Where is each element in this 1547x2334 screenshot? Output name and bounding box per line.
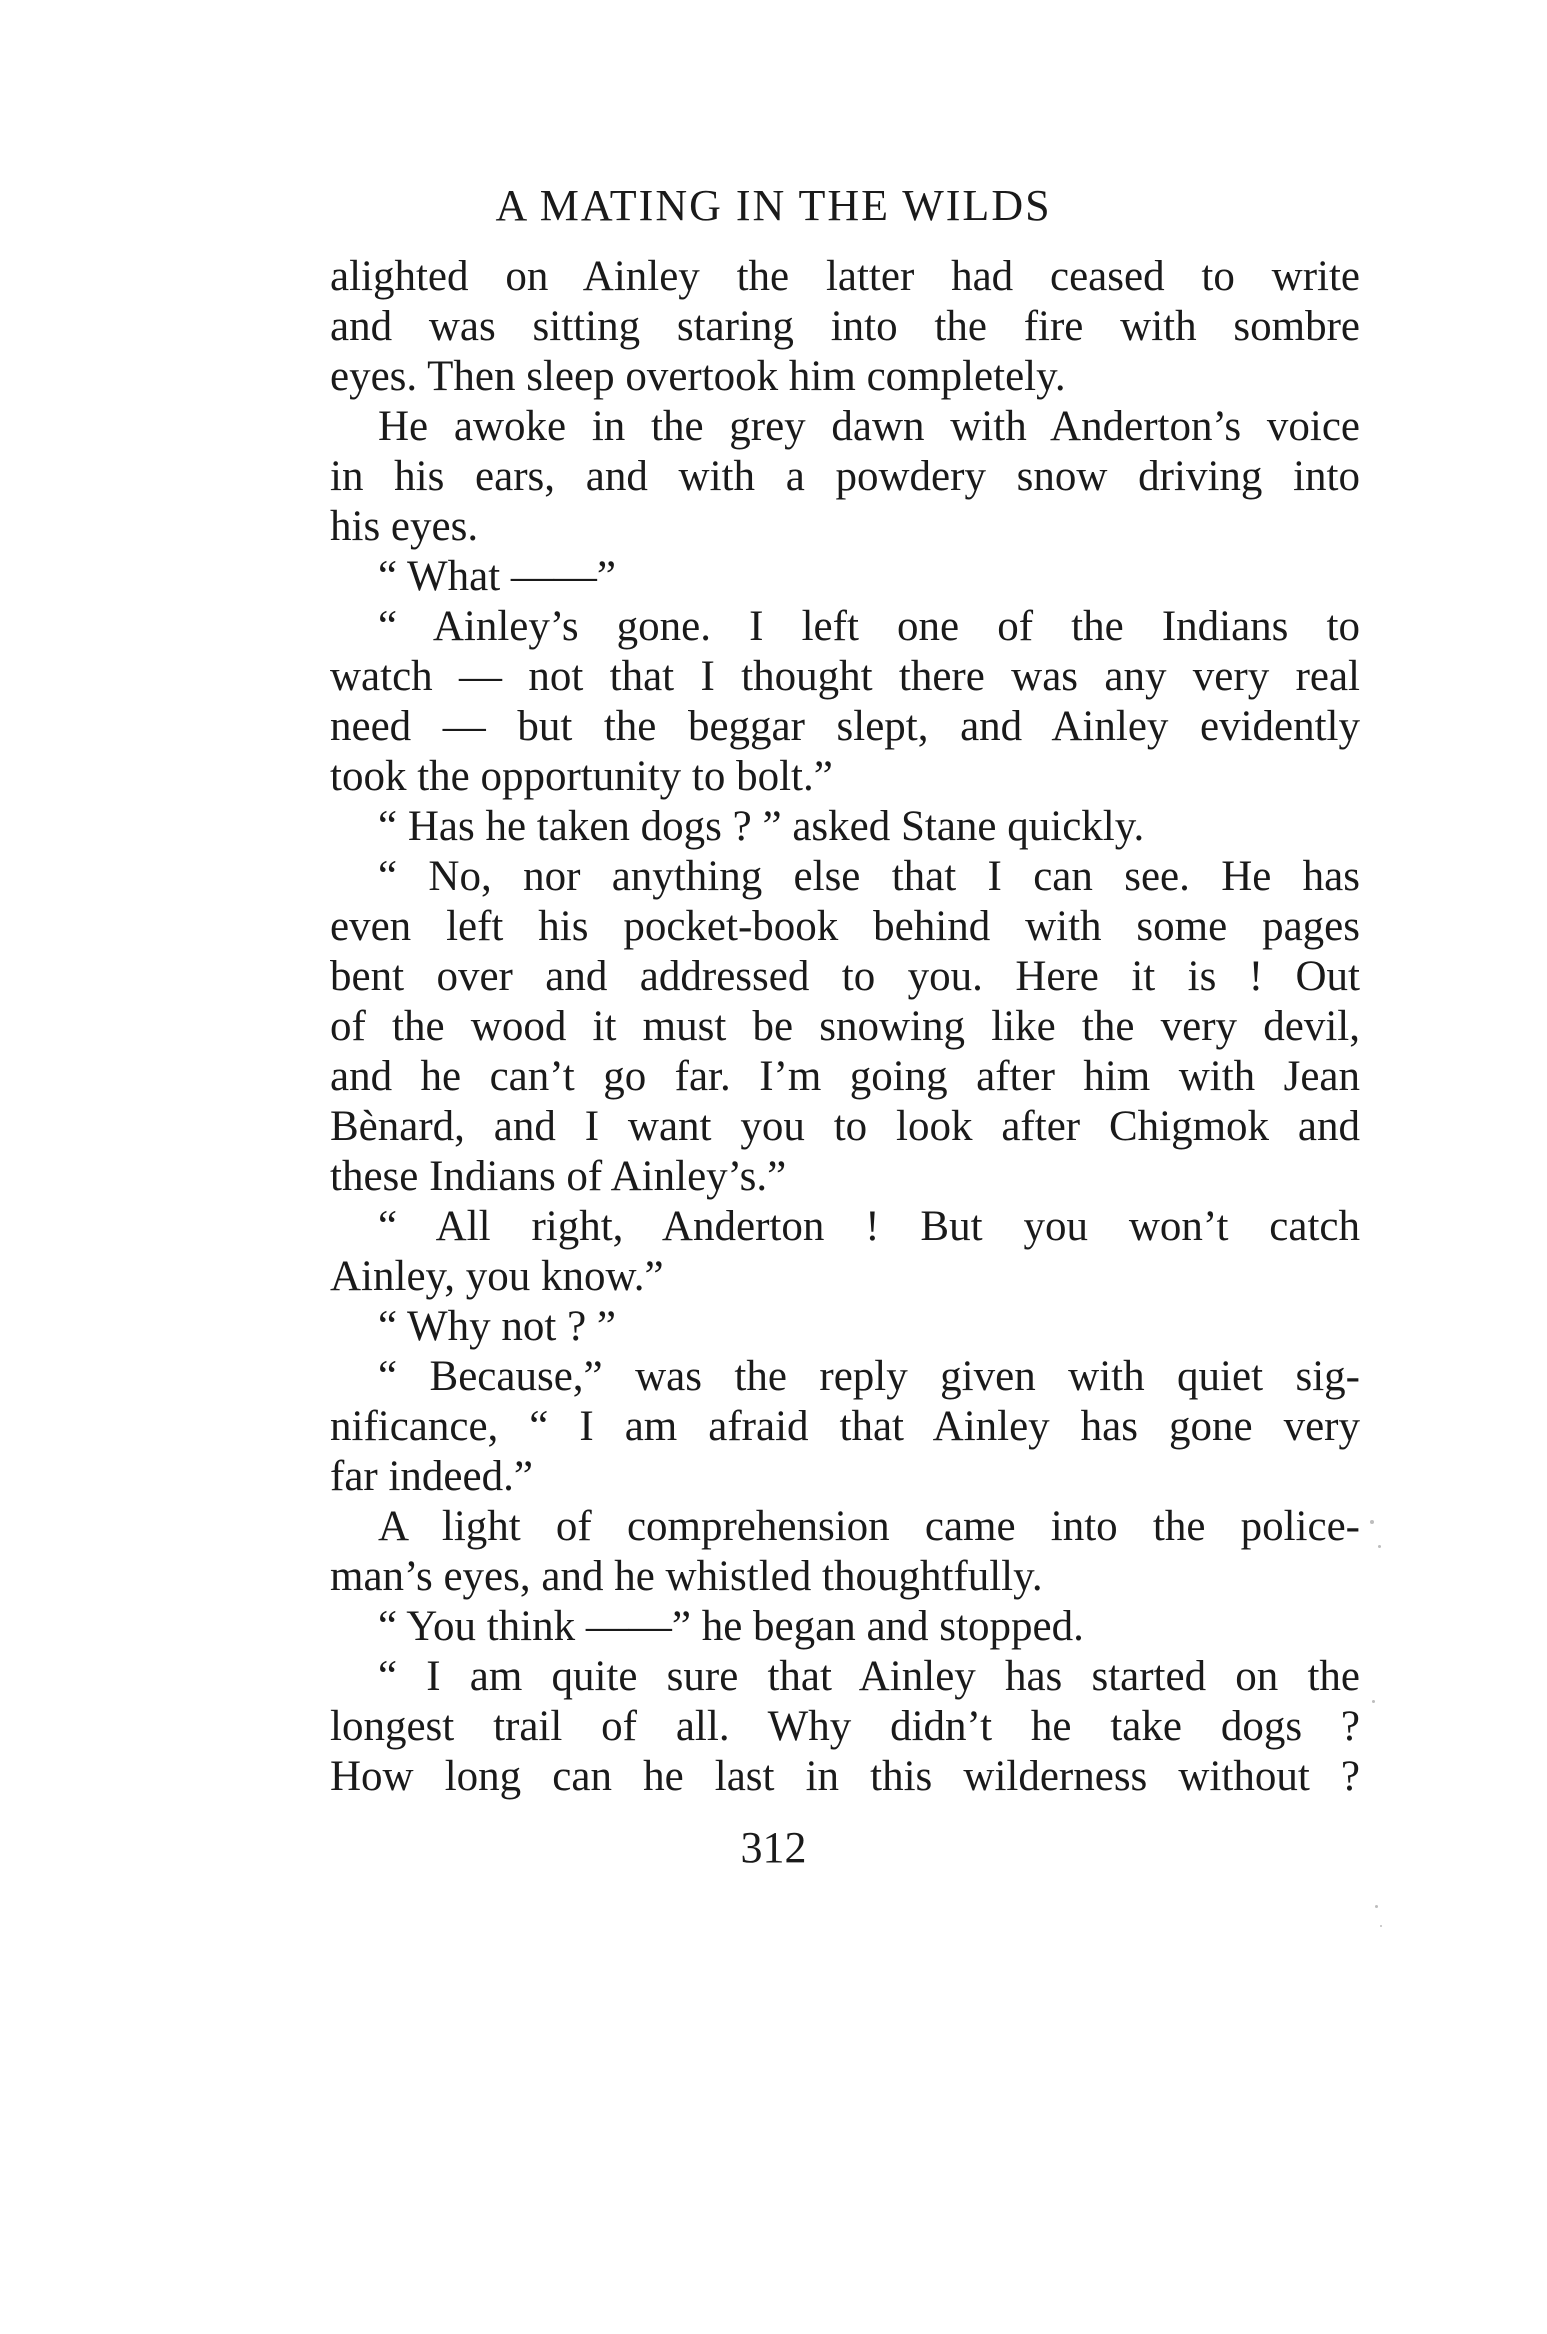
text-line: his eyes. (330, 503, 479, 550)
text-line: He awoke in the grey dawn with Anderton’s voice (378, 403, 1360, 450)
text-line: longest trail of all. Why didn’t he take dogs ? (330, 1703, 1360, 1750)
text-line: Bènard, and I want you to look after Chigmok and (330, 1103, 1360, 1150)
text-line: in his ears, and with a powdery snow driving into (330, 453, 1360, 500)
text-line: man’s eyes, and he whistled thoughtfully. (330, 1553, 1043, 1600)
text-line: eyes. Then sleep overtook him completely. (330, 353, 1066, 400)
scan-speck (1370, 1520, 1374, 1524)
text-line: these Indians of Ainley’s.” (330, 1153, 787, 1200)
text-line: bent over and addressed to you. Here it is ! Out (330, 953, 1360, 1000)
text-line: and was sitting staring into the fire with sombre (330, 303, 1360, 350)
text-line: “ Why not ? ” (378, 1303, 617, 1350)
text-line: “ No, nor anything else that I can see. He has (378, 853, 1360, 900)
text-line: “ You think ——” he began and stopped. (378, 1603, 1084, 1650)
page-number: 312 (740, 1823, 807, 1872)
scan-speck (1372, 1700, 1375, 1703)
text-line: Ainley, you know.” (330, 1253, 664, 1300)
text-line: “ What ——” (378, 553, 617, 600)
running-header: A MATING IN THE WILDS (495, 181, 1052, 230)
text-line: need — but the beggar slept, and Ainley evidently (330, 703, 1360, 750)
text-line: far indeed.” (330, 1453, 533, 1500)
text-line: of the wood it must be snowing like the very devil, (330, 1003, 1360, 1050)
text-line: “ All right, Anderton ! But you won’t catch (378, 1203, 1360, 1250)
body-text (330, 252, 1360, 1802)
scan-speck (1375, 1905, 1378, 1908)
text-line: watch — not that I thought there was any very real (330, 653, 1360, 700)
text-line: even left his pocket-book behind with some pages (330, 903, 1360, 950)
text-line: How long can he last in this wilderness without ? (330, 1753, 1360, 1800)
text-line: and he can’t go far. I’m going after him with Jean (330, 1053, 1360, 1100)
text-line: alighted on Ainley the latter had ceased to write (330, 253, 1360, 300)
text-line: “ Has he taken dogs ? ” asked Stane quickly. (378, 803, 1145, 850)
text-line: nificance, “ I am afraid that Ainley has gone very (330, 1403, 1360, 1450)
text-line: “ I am quite sure that Ainley has started on the (378, 1653, 1360, 1700)
text-line: “ Because,” was the reply given with quiet sig- (378, 1353, 1360, 1400)
text-line: A light of comprehension came into the police- (378, 1503, 1360, 1550)
scan-speck (1378, 1545, 1381, 1548)
text-line: “ Ainley’s gone. I left one of the Indians to (378, 603, 1360, 650)
text-line: took the opportunity to bolt.” (330, 753, 833, 800)
scan-speck (1380, 1925, 1382, 1927)
